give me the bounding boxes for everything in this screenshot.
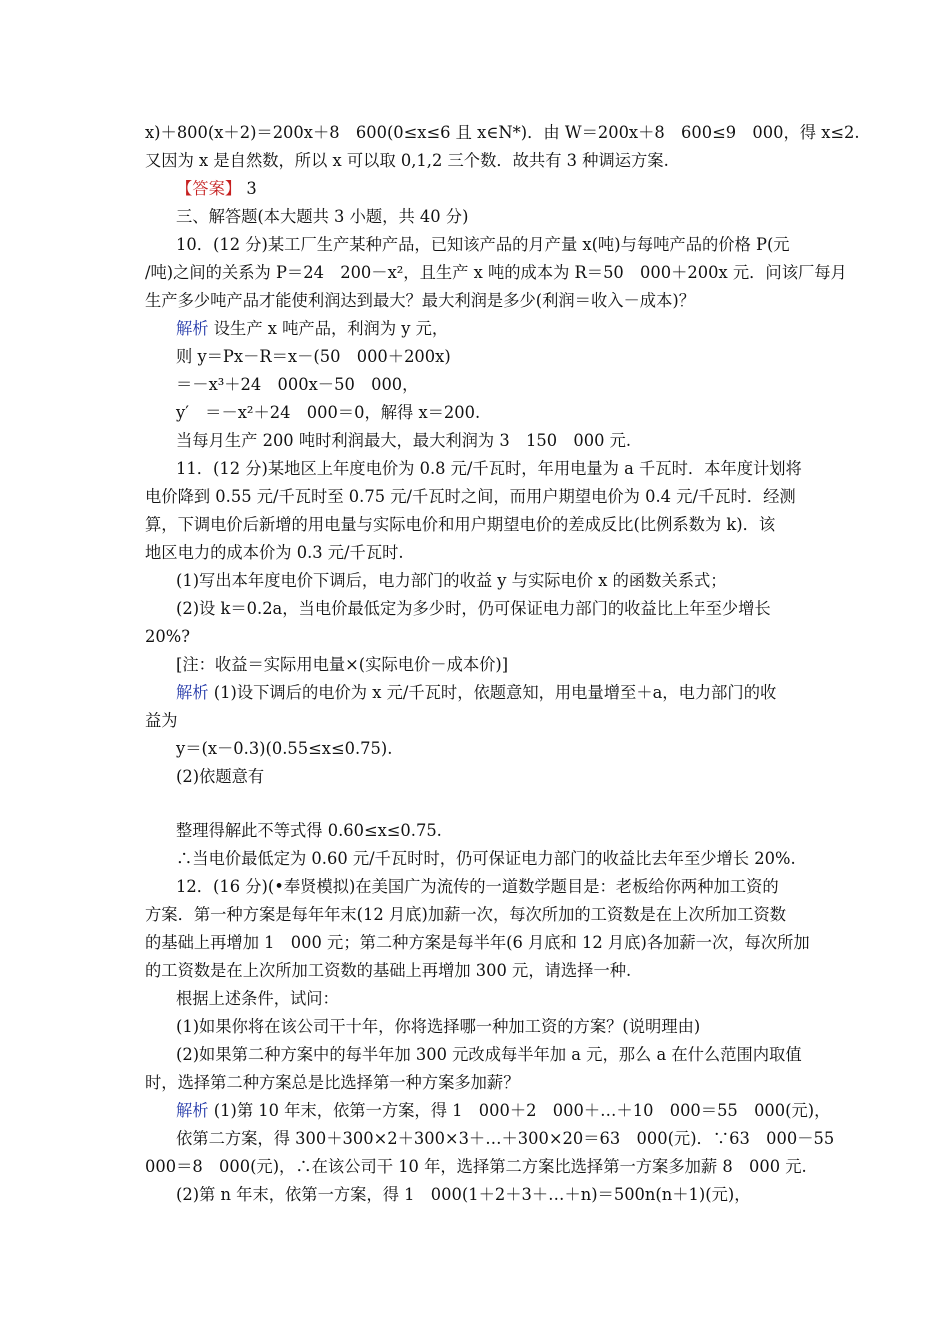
text-line: 地区电力的成本价为 0.3 元/千瓦时.: [145, 543, 404, 562]
text-line: 的工资数是在上次所加工资数的基础上再增加 300 元，请选择一种.: [145, 961, 632, 980]
solution-label: 解析: [176, 319, 209, 338]
solution-label: 解析: [176, 1101, 209, 1120]
text-line: 的基础上再增加 1 000 元；第二种方案是每半年(6 月底和 12 月底)各加薪一次，每次所加: [145, 933, 810, 952]
text-line: x)＋800(x＋2)＝200x＋8 600(0≤x≤6 且 x∈N*)．由 W＝200x＋8 600≤9 000，得 x≤2.: [145, 123, 860, 142]
text-line: 20%?: [145, 627, 190, 646]
text-line: (1)如果你将在该公司干十年，你将选择哪一种加工资的方案？(说明理由): [176, 1017, 701, 1036]
solution-line: 解析 (1)设下调后的电价为 x 元/千瓦时，依题意知，用电量增至＋a，电力部门的收: [176, 683, 777, 702]
text-line: 则 y＝Px－R＝x－(50 000＋200x): [176, 347, 451, 366]
question-11: 11．(12 分)某地区上年度电价为 0.8 元/千瓦时，年用电量为 a 千瓦时．本年度计划将: [176, 459, 802, 478]
text-line: 生产多少吨产品才能使利润达到最大？最大利润是多少(利润＝收入－成本)？: [145, 291, 695, 310]
text-line: y＝(x－0.3)(0.55≤x≤0.75).: [176, 739, 393, 758]
section-heading: 三、解答题(本大题共 3 小题，共 40 分): [176, 207, 469, 226]
solution-line: 解析 设生产 x 吨产品，利润为 y 元，: [176, 319, 449, 338]
answer-label: 【答案】: [176, 179, 242, 198]
solution-line: 解析 (1)第 10 年末，依第一方案，得 1 000＋2 000＋…＋10 000＝55 000(元)，: [176, 1101, 831, 1120]
text-line: 益为: [145, 711, 178, 730]
answer-line: 【答案】 3: [176, 179, 257, 198]
text-line: 当每月生产 200 吨时利润最大，最大利润为 3 150 000 元.: [176, 431, 632, 450]
note-line: [注：收益＝实际用电量×(实际电价－成本价)]: [176, 655, 509, 674]
text-line: ＝－x³＋24 000x－50 000，: [176, 375, 419, 394]
text-line: 时，选择第二种方案总是比选择第一种方案多加薪？: [145, 1073, 520, 1092]
text-line: (1)写出本年度电价下调后，电力部门的收益 y 与实际电价 x 的函数关系式；: [176, 571, 727, 590]
text-line: (2)如果第二种方案中的每半年加 300 元改成每半年加 a 元，那么 a 在什么范围内取值: [176, 1045, 802, 1064]
text-line: 依第二方案，得 300＋300×2＋300×3＋…＋300×20＝63 000(元)．∵63 000－55: [176, 1129, 835, 1148]
text-line: 算，下调电价后新增的用电量与实际电价和用户期望电价的差成反比(比例系数为 k)．该: [145, 515, 776, 534]
text-line: (2)第 n 年末，依第一方案，得 1 000(1＋2＋3＋…＋n)＝500n(n＋1)(元)，: [176, 1185, 751, 1204]
text-line: 整理得解此不等式得 0.60≤x≤0.75.: [176, 821, 442, 840]
solution-label: 解析: [176, 683, 209, 702]
question-12: 12．(16 分)(•奉贤模拟)在美国广为流传的一道数学题目是：老板给你两种加工资的: [176, 877, 779, 896]
text-line: 根据上述条件，试问：: [176, 989, 339, 1008]
text-line: 又因为 x 是自然数，所以 x 可以取 0,1,2 三个数．故共有 3 种调运方案.: [145, 151, 669, 170]
question-10: 10．(12 分)某工厂生产某种产品，已知该产品的月产量 x(吨)与每吨产品的价格 P(元: [176, 235, 790, 254]
text-line: ∴当电价最低定为 0.60 元/千瓦时时，仍可保证电力部门的收益比去年至少增长 20%.: [176, 849, 796, 868]
text-line: 方案．第一种方案是每年年末(12 月底)加薪一次，每次所加的工资数是在上次所加工资数: [145, 905, 787, 924]
text-line: (2)依题意有: [176, 767, 265, 786]
text-line: y′ ＝－x²＋24 000＝0，解得 x＝200.: [176, 403, 481, 422]
text-line: (2)设 k＝0.2a，当电价最低定为多少时，仍可保证电力部门的收益比上年至少增长: [176, 599, 771, 618]
text-line: 000＝8 000(元)，∴在该公司干 10 年，选择第二方案比选择第一方案多加薪 8 000 元.: [145, 1157, 807, 1176]
text-line: /吨)之间的关系为 P＝24 200－x²，且生产 x 吨的成本为 R＝50 000＋200x 元．问该厂每月: [145, 263, 847, 282]
text-line: 电价降到 0.55 元/千瓦时至 0.75 元/千瓦时之间，而用户期望电价为 0.4 元/千瓦时．经测: [145, 487, 796, 506]
